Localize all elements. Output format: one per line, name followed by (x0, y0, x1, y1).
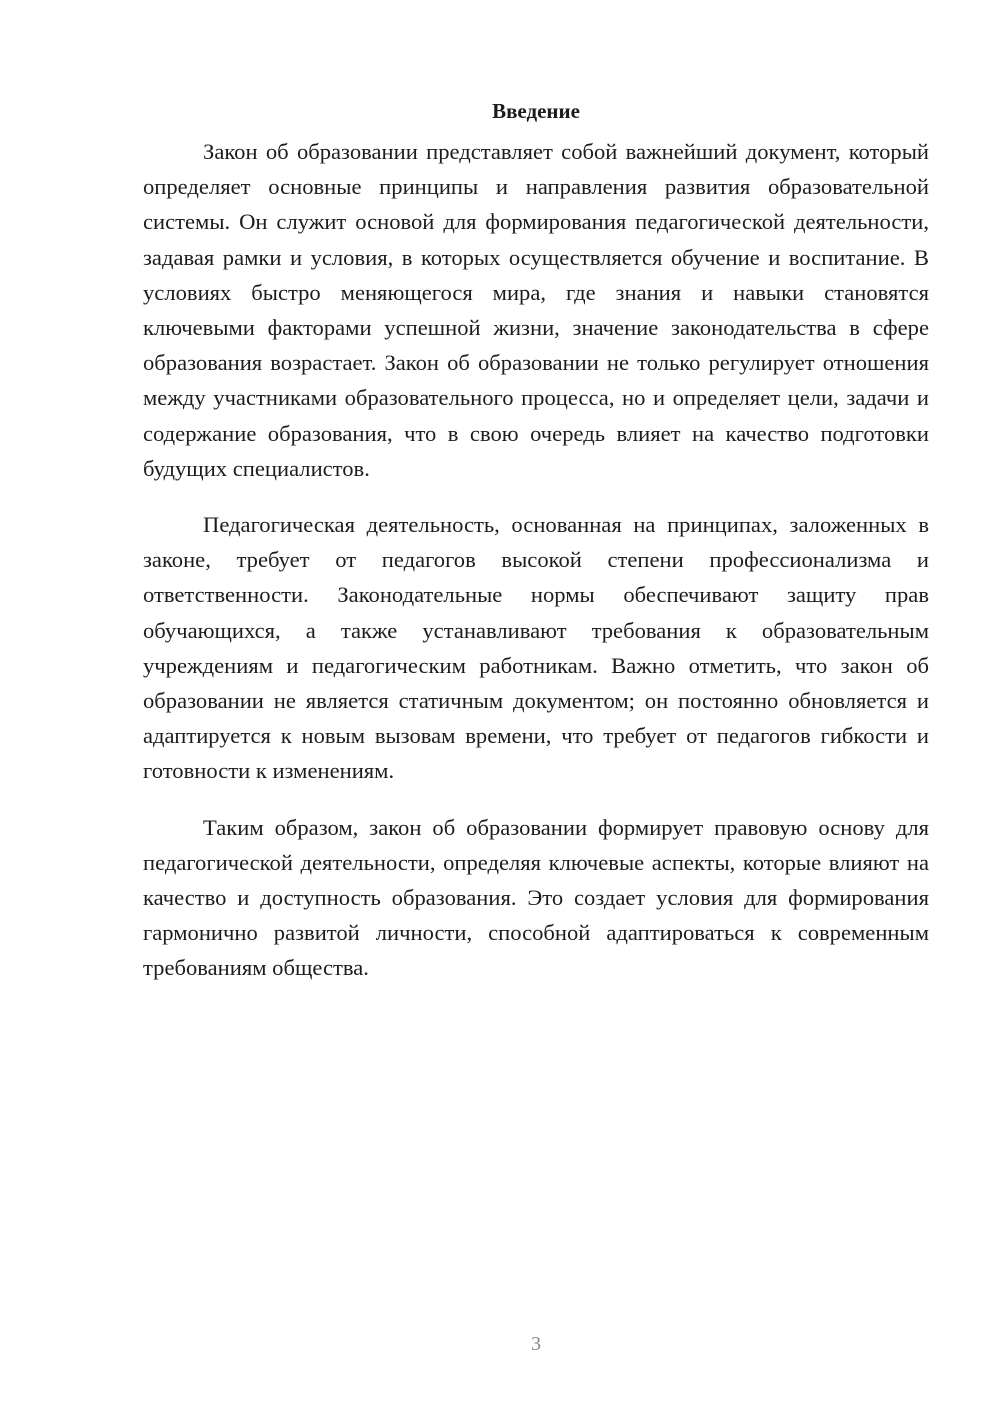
document-body (143, 92, 929, 986)
paragraph-3: Таким образом, закон об образовании формирует правовую основу для педагогической деятельности, определяя ключевые аспекты, которые влияют на качество и доступность образования. Это создает условия для формирования гармонично развитой личности, способной адаптироваться к современным требованиям общества. (143, 814, 929, 981)
page-number: 3 (531, 1333, 541, 1355)
section-heading: Введение (492, 99, 580, 123)
paragraph-2: Педагогическая деятельность, основанная на принципах, заложенных в законе, требует от педагогов высокой степени профессионализма и ответственности. Законодательные нормы обеспечивают защиту прав обучающихся, а также устанавливают требования к образовательным учреждениям и педагогическим работникам. Важно отметить, что закон об образовании не является статичным документом; он постоянно обновляется и адаптируется к новым вызовам времени, что требует от педагогов гибкости и готовности к изменениям. (143, 512, 929, 784)
paragraph-1: Закон об образовании представляет собой важнейший документ, который определяет основные принципы и направления развития образовательной системы. Он служит основой для формирования педагогической деятельности, задавая рамки и условия, в которых осуществляется обучение и воспитание. В условиях быстро меняющегося мира, где знания и навыки становятся ключевыми факторами успешной жизни, значение законодательства в сфере образования возрастает. Закон об образовании не только регулирует отношения между участниками образовательного процесса, но и определяет цели, задачи и содержание образования, что в свою очередь влияет на качество подготовки будущих специалистов. (143, 139, 929, 481)
